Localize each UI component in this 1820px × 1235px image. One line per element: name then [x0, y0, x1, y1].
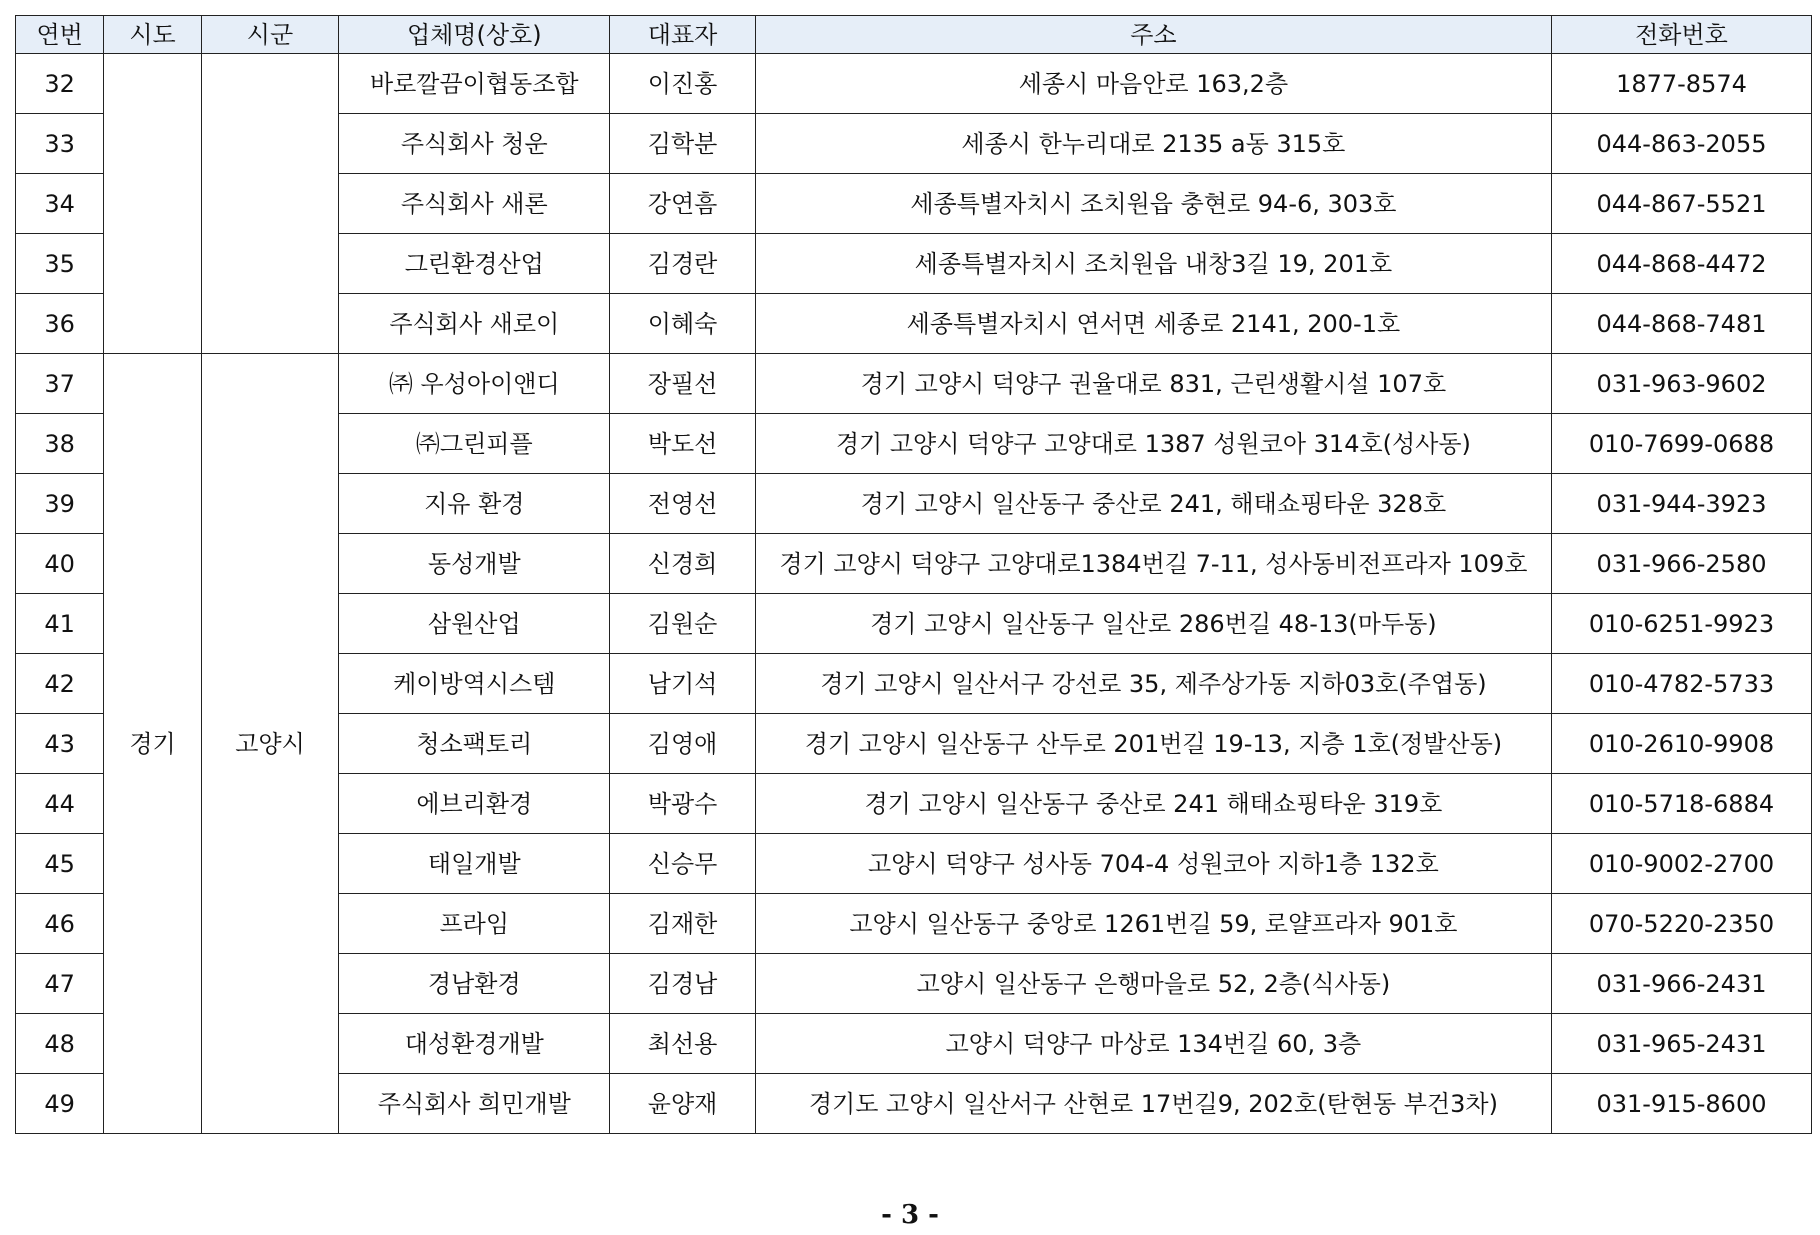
cell-address: 고양시 일산동구 중앙로 1261번길 59, 로얄프라자 901호 [755, 894, 1551, 954]
cell-phone: 010-6251-9923 [1551, 594, 1811, 654]
cell-phone: 1877-8574 [1551, 54, 1811, 114]
cell-business-name: 주식회사 새론 [339, 174, 610, 234]
table-body [16, 54, 1812, 1134]
cell-representative: 이진홍 [610, 54, 756, 114]
cell-business-name: 그린환경산업 [339, 234, 610, 294]
cell-no: 41 [16, 594, 104, 654]
cell-address: 세종시 마음안로 163,2층 [755, 54, 1551, 114]
cell-no: 33 [16, 114, 104, 174]
header-sigun: 시군 [201, 16, 339, 54]
cell-phone: 070-5220-2350 [1551, 894, 1811, 954]
cell-address: 세종특별자치시 연서면 세종로 2141, 200-1호 [755, 294, 1551, 354]
cell-phone: 044-868-7481 [1551, 294, 1811, 354]
cell-address: 경기 고양시 덕양구 권율대로 831, 근린생활시설 107호 [755, 354, 1551, 414]
cell-no: 47 [16, 954, 104, 1014]
cell-business-name: 동성개발 [339, 534, 610, 594]
cell-phone: 010-7699-0688 [1551, 414, 1811, 474]
cell-sigun [201, 54, 339, 354]
cell-no: 35 [16, 234, 104, 294]
cell-business-name: 주식회사 희민개발 [339, 1074, 610, 1134]
cell-business-name: 지유 환경 [339, 474, 610, 534]
cell-address: 경기 고양시 일산동구 중산로 241 해태쇼핑타운 319호 [755, 774, 1551, 834]
cell-address: 경기 고양시 덕양구 고양대로 1387 성원코아 314호(성사동) [755, 414, 1551, 474]
cell-no: 37 [16, 354, 104, 414]
page-number: - 3 - [881, 1200, 939, 1230]
cell-no: 43 [16, 714, 104, 774]
cell-representative: 강연흠 [610, 174, 756, 234]
cell-sido: 경기 [104, 354, 201, 1134]
table-row [16, 54, 1812, 114]
cell-no: 32 [16, 54, 104, 114]
cell-representative: 전영선 [610, 474, 756, 534]
cell-phone: 031-966-2431 [1551, 954, 1811, 1014]
cell-representative: 최선용 [610, 1014, 756, 1074]
table-header [16, 16, 1812, 54]
table-row [16, 354, 1812, 414]
cell-sigun: 고양시 [201, 354, 339, 1134]
cell-no: 44 [16, 774, 104, 834]
cell-representative: 박광수 [610, 774, 756, 834]
cell-business-name: 대성환경개발 [339, 1014, 610, 1074]
cell-representative: 이혜숙 [610, 294, 756, 354]
cell-business-name: 경남환경 [339, 954, 610, 1014]
cell-representative: 남기석 [610, 654, 756, 714]
header-business-name: 업체명(상호) [339, 16, 610, 54]
cell-business-name: 주식회사 새로이 [339, 294, 610, 354]
cell-representative: 윤양재 [610, 1074, 756, 1134]
cell-business-name: ㈜그린피플 [339, 414, 610, 474]
business-registry-table [15, 15, 1812, 1134]
cell-representative: 김경남 [610, 954, 756, 1014]
cell-representative: 박도선 [610, 414, 756, 474]
cell-no: 39 [16, 474, 104, 534]
header-representative: 대표자 [610, 16, 756, 54]
cell-business-name: 주식회사 청운 [339, 114, 610, 174]
cell-no: 40 [16, 534, 104, 594]
cell-no: 34 [16, 174, 104, 234]
cell-representative: 신경희 [610, 534, 756, 594]
cell-address: 세종시 한누리대로 2135 a동 315호 [755, 114, 1551, 174]
cell-address: 경기 고양시 일산동구 중산로 241, 해태쇼핑타운 328호 [755, 474, 1551, 534]
cell-phone: 044-863-2055 [1551, 114, 1811, 174]
cell-business-name: ㈜ 우성아이앤디 [339, 354, 610, 414]
cell-no: 49 [16, 1074, 104, 1134]
cell-no: 45 [16, 834, 104, 894]
cell-no: 46 [16, 894, 104, 954]
cell-phone: 031-966-2580 [1551, 534, 1811, 594]
cell-business-name: 삼원산업 [339, 594, 610, 654]
cell-no: 38 [16, 414, 104, 474]
cell-phone: 031-963-9602 [1551, 354, 1811, 414]
cell-phone: 044-867-5521 [1551, 174, 1811, 234]
cell-phone: 010-4782-5733 [1551, 654, 1811, 714]
header-phone: 전화번호 [1551, 16, 1811, 54]
header-no: 연번 [16, 16, 104, 54]
cell-representative: 김재한 [610, 894, 756, 954]
cell-address: 경기 고양시 일산동구 일산로 286번길 48-13(마두동) [755, 594, 1551, 654]
cell-business-name: 바로깔끔이협동조합 [339, 54, 610, 114]
cell-phone: 044-868-4472 [1551, 234, 1811, 294]
cell-representative: 김영애 [610, 714, 756, 774]
cell-business-name: 프라임 [339, 894, 610, 954]
cell-address: 경기 고양시 일산동구 산두로 201번길 19-13, 지층 1호(정발산동) [755, 714, 1551, 774]
cell-representative: 김원순 [610, 594, 756, 654]
cell-business-name: 청소팩토리 [339, 714, 610, 774]
cell-sido [104, 54, 201, 354]
cell-address: 고양시 덕양구 마상로 134번길 60, 3층 [755, 1014, 1551, 1074]
cell-address: 경기 고양시 일산서구 강선로 35, 제주상가동 지하03호(주엽동) [755, 654, 1551, 714]
cell-phone: 010-5718-6884 [1551, 774, 1811, 834]
cell-address: 세종특별자치시 조치원읍 충현로 94-6, 303호 [755, 174, 1551, 234]
cell-address: 고양시 덕양구 성사동 704-4 성원코아 지하1층 132호 [755, 834, 1551, 894]
cell-representative: 신승무 [610, 834, 756, 894]
cell-representative: 김경란 [610, 234, 756, 294]
cell-address: 세종특별자치시 조치원읍 내창3길 19, 201호 [755, 234, 1551, 294]
cell-representative: 김학분 [610, 114, 756, 174]
cell-phone: 010-9002-2700 [1551, 834, 1811, 894]
cell-business-name: 에브리환경 [339, 774, 610, 834]
cell-business-name: 케이방역시스템 [339, 654, 610, 714]
header-row [16, 16, 1812, 54]
header-address: 주소 [755, 16, 1551, 54]
cell-no: 48 [16, 1014, 104, 1074]
cell-phone: 031-965-2431 [1551, 1014, 1811, 1074]
cell-business-name: 태일개발 [339, 834, 610, 894]
cell-phone: 031-915-8600 [1551, 1074, 1811, 1134]
cell-no: 36 [16, 294, 104, 354]
cell-address: 경기 고양시 덕양구 고양대로1384번길 7-11, 성사동비전프라자 109호 [755, 534, 1551, 594]
header-sido: 시도 [104, 16, 201, 54]
cell-address: 경기도 고양시 일산서구 산현로 17번길9, 202호(탄현동 부건3차) [755, 1074, 1551, 1134]
cell-phone: 010-2610-9908 [1551, 714, 1811, 774]
cell-address: 고양시 일산동구 은행마을로 52, 2층(식사동) [755, 954, 1551, 1014]
cell-phone: 031-944-3923 [1551, 474, 1811, 534]
cell-no: 42 [16, 654, 104, 714]
cell-representative: 장필선 [610, 354, 756, 414]
